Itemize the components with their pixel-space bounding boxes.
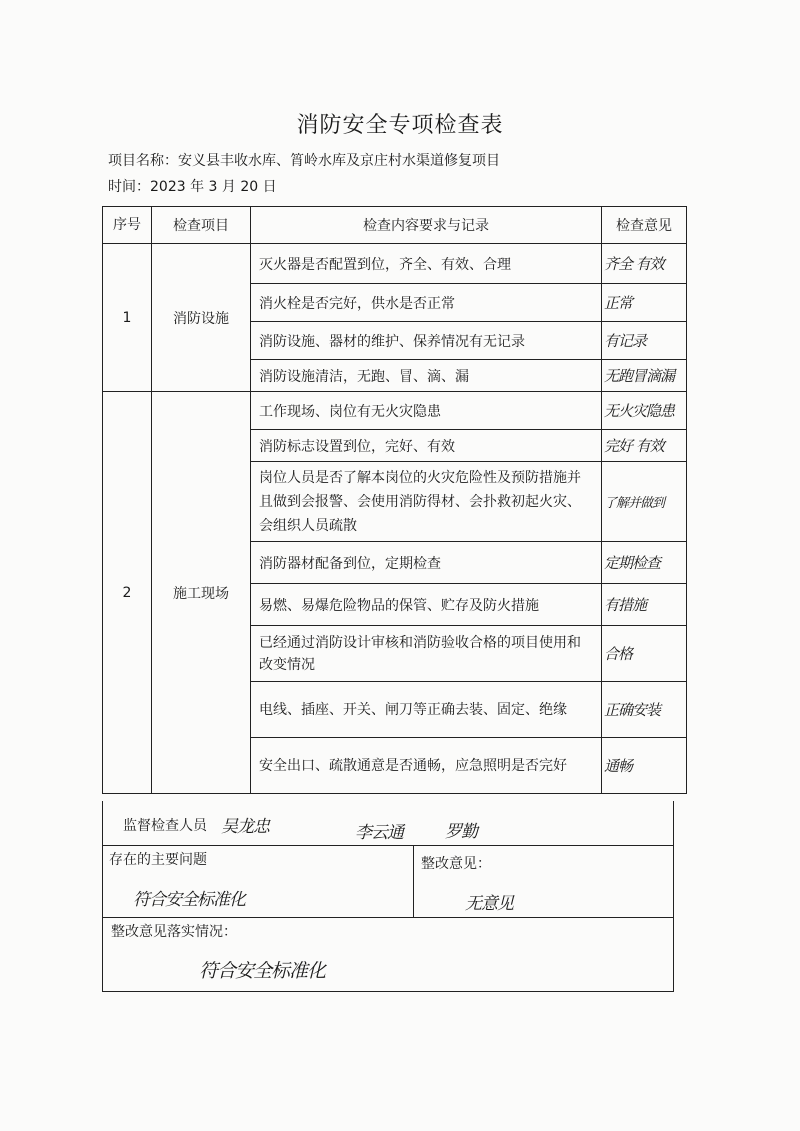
group-item: 施工现场 [152,392,251,794]
group-item: 消防设施 [152,244,251,392]
supervisor-signature: 吴龙忠 [221,817,269,837]
check-opinion: 了解并做到 [602,462,687,542]
header-seq: 序号 [103,207,152,244]
check-content: 岗位人员是否了解本岗位的火灾危险性及预防措施并且做到会报警、会使用消防得材、会扑救初起火灾、会组织人员疏散 [251,462,602,542]
summary-section [102,801,674,992]
check-content: 消火栓是否完好，供水是否正常 [251,284,602,322]
inspection-table [102,206,687,794]
header-item: 检查项目 [152,207,251,244]
group-seq: 1 [103,244,152,392]
check-opinion: 合格 [602,626,687,682]
implementation-handwritten: 符合安全标准化 [199,960,326,982]
check-content: 消防器材配备到位，定期检查 [251,542,602,584]
rectification-opinion-handwritten: 无意见 [465,894,513,914]
check-content: 已经通过消防设计审核和消防验收合格的项目使用和改变情况 [251,626,602,682]
supervisor-signature: 李云通 [355,823,403,843]
check-opinion: 正确安装 [602,682,687,738]
header-content: 检查内容要求与记录 [251,207,602,244]
table-row [103,392,687,430]
supervisor-label: 监督检查人员 [123,818,207,834]
issues-handwritten: 符合安全标准化 [133,890,245,910]
check-content: 工作现场、岗位有无火灾隐患 [251,392,602,430]
check-content: 电线、插座、开关、闸刀等正确去装、固定、绝缘 [251,682,602,738]
check-opinion: 有记录 [602,322,687,360]
check-opinion: 无跑冒滴漏 [602,360,687,392]
table-row [103,244,687,284]
header-opinion: 检查意见 [602,207,687,244]
implementation-label: 整改意见落实情况： [111,924,237,940]
check-content: 易燃、易爆危险物品的保管、贮存及防火措施 [251,584,602,626]
issues-label: 存在的主要问题 [109,852,207,868]
table-header-row [103,207,687,244]
check-content: 安全出口、疏散通意是否通畅，应急照明是否完好 [251,738,602,794]
page-title: 消防安全专项检查表 [296,113,504,138]
rectification-opinion-label: 整改意见： [421,856,491,872]
check-opinion: 无火灾隐患 [602,392,687,430]
check-content: 消防设施、器材的维护、保养情况有无记录 [251,322,602,360]
check-opinion: 通畅 [602,738,687,794]
issues-row [103,845,673,918]
check-opinion: 齐全 有效 [602,244,687,284]
project-name: 项目名称：安义县丰收水库、筲岭水库及京庄村水渠道修复项目 [108,153,500,169]
check-opinion: 正常 [602,284,687,322]
check-content: 灭火器是否配置到位，齐全、有效、合理 [251,244,602,284]
supervisor-row [103,801,673,846]
check-opinion: 定期检查 [602,542,687,584]
inspection-date: 时间：2023 年 3 月 20 日 [108,179,277,195]
check-content: 消防设施清洁，无跑、冒、滴、漏 [251,360,602,392]
check-opinion: 有措施 [602,584,687,626]
check-opinion: 完好 有效 [602,430,687,462]
check-content: 消防标志设置到位，完好、有效 [251,430,602,462]
column-divider [413,845,414,917]
group-seq: 2 [103,392,152,794]
supervisor-signature: 罗勤 [445,822,477,842]
